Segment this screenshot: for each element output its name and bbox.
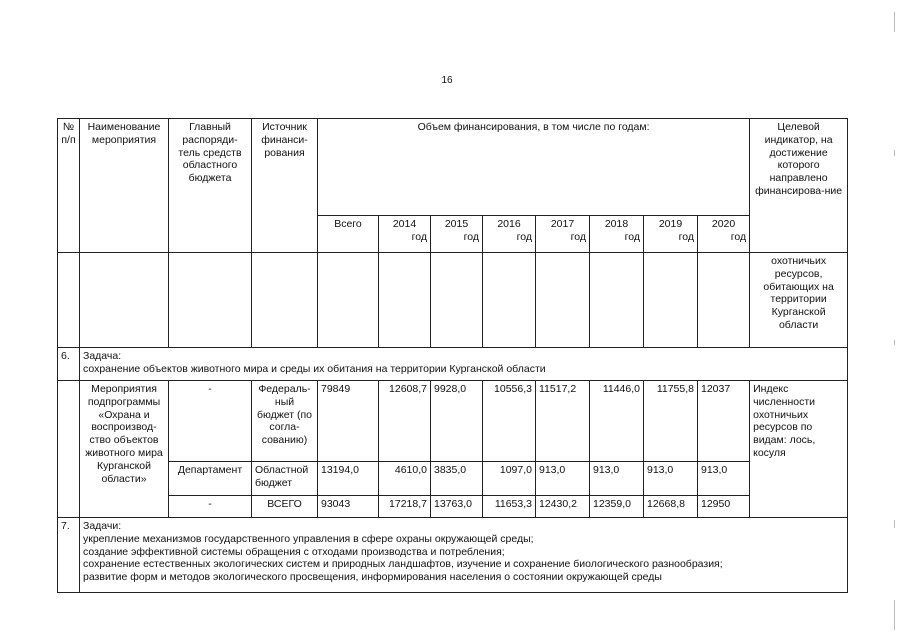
regional-total: 13194,0 bbox=[318, 462, 379, 496]
administrator-federal: - bbox=[169, 381, 252, 462]
regional-2017: 913,0 bbox=[536, 462, 590, 496]
federal-2016: 10556,3 bbox=[483, 381, 536, 462]
total-2017: 12430,2 bbox=[536, 496, 590, 518]
task-6-text bbox=[80, 348, 848, 381]
task-7-item: укрепление механизмов государственного управления в сфере охраны окружающей среды; bbox=[83, 532, 534, 545]
source-total: ВСЕГО bbox=[252, 496, 318, 518]
total-2015: 13763,0 bbox=[431, 496, 483, 518]
task-7-text bbox=[80, 518, 848, 593]
total-2020: 12950 bbox=[698, 496, 750, 518]
total-2018: 12359,0 bbox=[590, 496, 644, 518]
grand-total: 93043 bbox=[318, 496, 379, 518]
header-year-2015: 2015 год bbox=[431, 216, 483, 253]
total-2019: 12668,8 bbox=[644, 496, 698, 518]
administrator-total: - bbox=[169, 496, 252, 518]
header-indicator: Целевой индикатор, на достижение которого направлено финансирова-ние bbox=[750, 119, 848, 253]
task-6-num: 6. bbox=[58, 348, 80, 381]
regional-2016: 1097,0 bbox=[483, 462, 536, 496]
administrator-regional: Департамент bbox=[169, 462, 252, 496]
header-year-2019: 2019 год bbox=[644, 216, 698, 253]
total-2016: 11653,3 bbox=[483, 496, 536, 518]
federal-2020: 12037 bbox=[698, 381, 750, 462]
federal-total: 79849 bbox=[318, 381, 379, 462]
total-2014: 17218,7 bbox=[379, 496, 431, 518]
continuation-row bbox=[58, 253, 848, 348]
federal-2015: 9928,0 bbox=[431, 381, 483, 462]
task-7-row bbox=[58, 518, 848, 593]
header-source: Источник финанси-рования bbox=[252, 119, 318, 253]
task-6-description: сохранение объектов животного мира и среды их обитания на территории Курганской области bbox=[83, 362, 546, 375]
header-name: Наименование мероприятия bbox=[80, 119, 169, 253]
continuation-indicator: охотничьих ресурсов, обитающих на территории Курганской области bbox=[750, 253, 848, 348]
regional-2019: 913,0 bbox=[644, 462, 698, 496]
task-6-row bbox=[58, 348, 848, 381]
header-num: № п/п bbox=[58, 119, 80, 253]
header-funding: Объем финансирования, в том числе по годам: bbox=[318, 119, 750, 216]
regional-2015: 3835,0 bbox=[431, 462, 483, 496]
task-7-item: создание эффективной системы обращения с отходами производства и потребления; bbox=[83, 545, 505, 558]
total-row bbox=[58, 496, 848, 518]
header-row bbox=[58, 119, 848, 216]
header-year-2018: 2018 год bbox=[590, 216, 644, 253]
regional-budget-row bbox=[58, 462, 848, 496]
header-year-2017: 2017 год bbox=[536, 216, 590, 253]
measure-indicator: Индекс численности охотничьих ресурсов по видам: лось, косуля bbox=[750, 381, 848, 518]
header-year-2020: 2020 год bbox=[698, 216, 750, 253]
task-7-num: 7. bbox=[58, 518, 80, 593]
federal-budget-row bbox=[58, 381, 848, 462]
task-7-item: сохранение естественных экологических систем и природных ландшафтов, изучение и сохранение биологического разнообразия; bbox=[83, 558, 723, 571]
task-6-label: Задача: bbox=[83, 350, 122, 362]
source-regional: Областной бюджет bbox=[252, 462, 318, 496]
header-total: Всего bbox=[318, 216, 379, 253]
header-year-2014: 2014 год bbox=[379, 216, 431, 253]
regional-2018: 913,0 bbox=[590, 462, 644, 496]
regional-2014: 4610,0 bbox=[379, 462, 431, 496]
federal-2017: 11517,2 bbox=[536, 381, 590, 462]
source-federal: Федераль-ный бюджет (по согла-сованию) bbox=[252, 381, 318, 462]
scan-edge-marks bbox=[894, 0, 897, 640]
page-number: 16 bbox=[441, 75, 453, 86]
financing-table bbox=[57, 118, 848, 593]
task-7-label: Задачи: bbox=[83, 520, 122, 532]
regional-2020: 913,0 bbox=[698, 462, 750, 496]
federal-2019: 11755,8 bbox=[644, 381, 698, 462]
header-year-2016: 2016 год bbox=[483, 216, 536, 253]
federal-2018: 11446,0 bbox=[590, 381, 644, 462]
header-administrator: Главный распоряди-тель средств областного бюджета bbox=[169, 119, 252, 253]
task-7-item: развитие форм и методов экологического просвещения, информирования населения о состоянии окружающей среды bbox=[83, 571, 662, 584]
measure-name: Мероприятия подпрограммы «Охрана и воспроизвод-ство объектов животного мира Курганской области» bbox=[80, 381, 169, 518]
federal-2014: 12608,7 bbox=[379, 381, 431, 462]
